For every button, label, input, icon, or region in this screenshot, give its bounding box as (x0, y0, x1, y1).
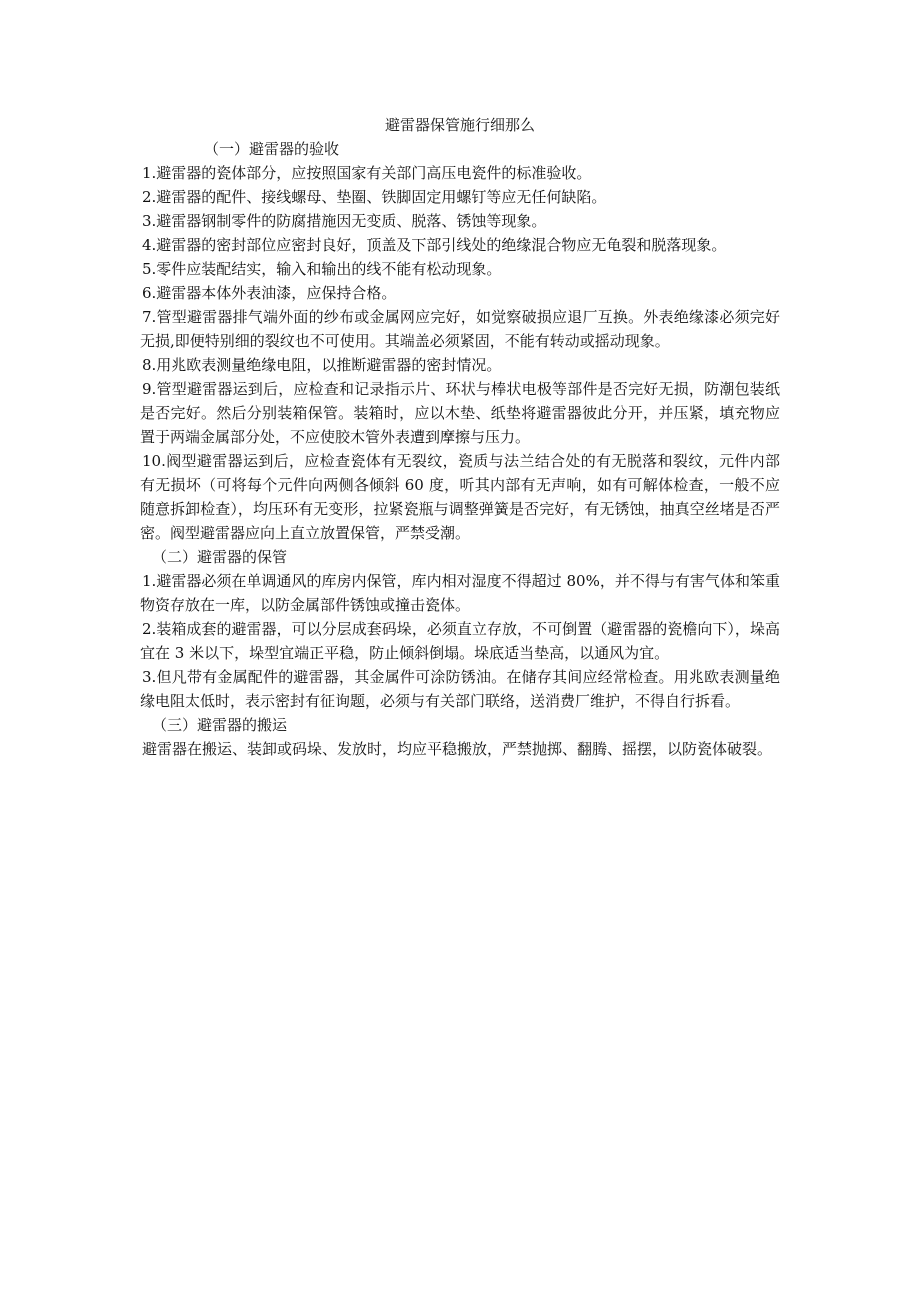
document-title: 避雷器保管施行细那么 (384, 116, 535, 134)
paragraph: 8.用兆欧表测量绝缘电阻，以推断避雷器的密封情况。 (142, 356, 502, 374)
paragraph: 3.避雷器钢制零件的防腐措施因无变质、脱落、锈蚀等现象。 (142, 212, 547, 230)
paragraph: 5.零件应装配结实，输入和输出的线不能有松动现象。 (142, 260, 502, 278)
paragraph: 6.避雷器本体外表油漆，应保持合格。 (142, 284, 397, 302)
paragraph: 1.避雷器必须在单调通风的库房内保管，库内相对湿度不得超过 80%，并不得与有害气体和笨重物资存放在一库，以防金属部件锈蚀或撞击瓷体。 (140, 572, 780, 614)
section-heading-acceptance: （一）避雷器的验收 (204, 140, 340, 158)
paragraph: 4.避雷器的密封部位应密封良好，顶盖及下部引线处的绝缘混合物应无龟裂和脱落现象。 (142, 236, 727, 254)
paragraph: 1.避雷器的瓷体部分，应按照国家有关部门高压电瓷件的标准验收。 (142, 164, 592, 182)
section-heading-storage: （二）避雷器的保管 (152, 548, 288, 566)
paragraph: 2.避雷器的配件、接线螺母、垫圈、铁脚固定用螺钉等应无任何缺陷。 (142, 188, 607, 206)
paragraph: 7.管型避雷器排气端外面的纱布或金属网应完好，如觉察破损应退厂互换。外表绝缘漆必须完好无损,即便特别细的裂纹也不可使用。其端盖必须紧固，不能有转动或摇动现象。 (140, 308, 780, 350)
paragraph: 3.但凡带有金属配件的避雷器，其金属件可涂防锈油。在储存其间应经常检查。用兆欧表测量绝缘电阻太低时，表示密封有征询题，必须与有关部门联络，送消费厂维护，不得自行拆看。 (140, 668, 780, 710)
paragraph: 10.阀型避雷器运到后，应检查瓷体有无裂纹，瓷质与法兰结合处的有无脱落和裂纹，元件内部有无损坏（可将每个元件向两侧各倾斜 60 度，听其内部有无声响，如有可解体检查，一般不应随意拆卸检查），均压环有无变形，拉紧瓷瓶与调整弹簧是否完好，有无锈蚀，抽真空丝堵是否严密。阀型避雷器应向上直立放置保管，严禁受潮。 (140, 452, 780, 542)
paragraph: 2.装箱成套的避雷器，可以分层成套码垛，必须直立存放，不可倒置（避雷器的瓷檐向下），垛高宜在 3 米以下，垛型宜端正平稳，防止倾斜倒塌。垛底适当垫高，以通风为宜。 (140, 620, 780, 662)
section-heading-transport: （三）避雷器的搬运 (152, 716, 288, 734)
paragraph: 避雷器在搬运、装卸或码垛、发放时，均应平稳搬放，严禁抛掷、翻腾、摇摆，以防瓷体破裂。 (142, 740, 773, 758)
document-page (140, 113, 780, 761)
paragraph: 9.管型避雷器运到后，应检查和记录指示片、环状与棒状电极等部件是否完好无损，防潮包装纸是否完好。然后分别装箱保管。装箱时，应以木垫、纸垫将避雷器彼此分开，并压紧，填充物应置于两端金属部分处，不应使胶木管外表遭到摩擦与压力。 (140, 380, 780, 446)
